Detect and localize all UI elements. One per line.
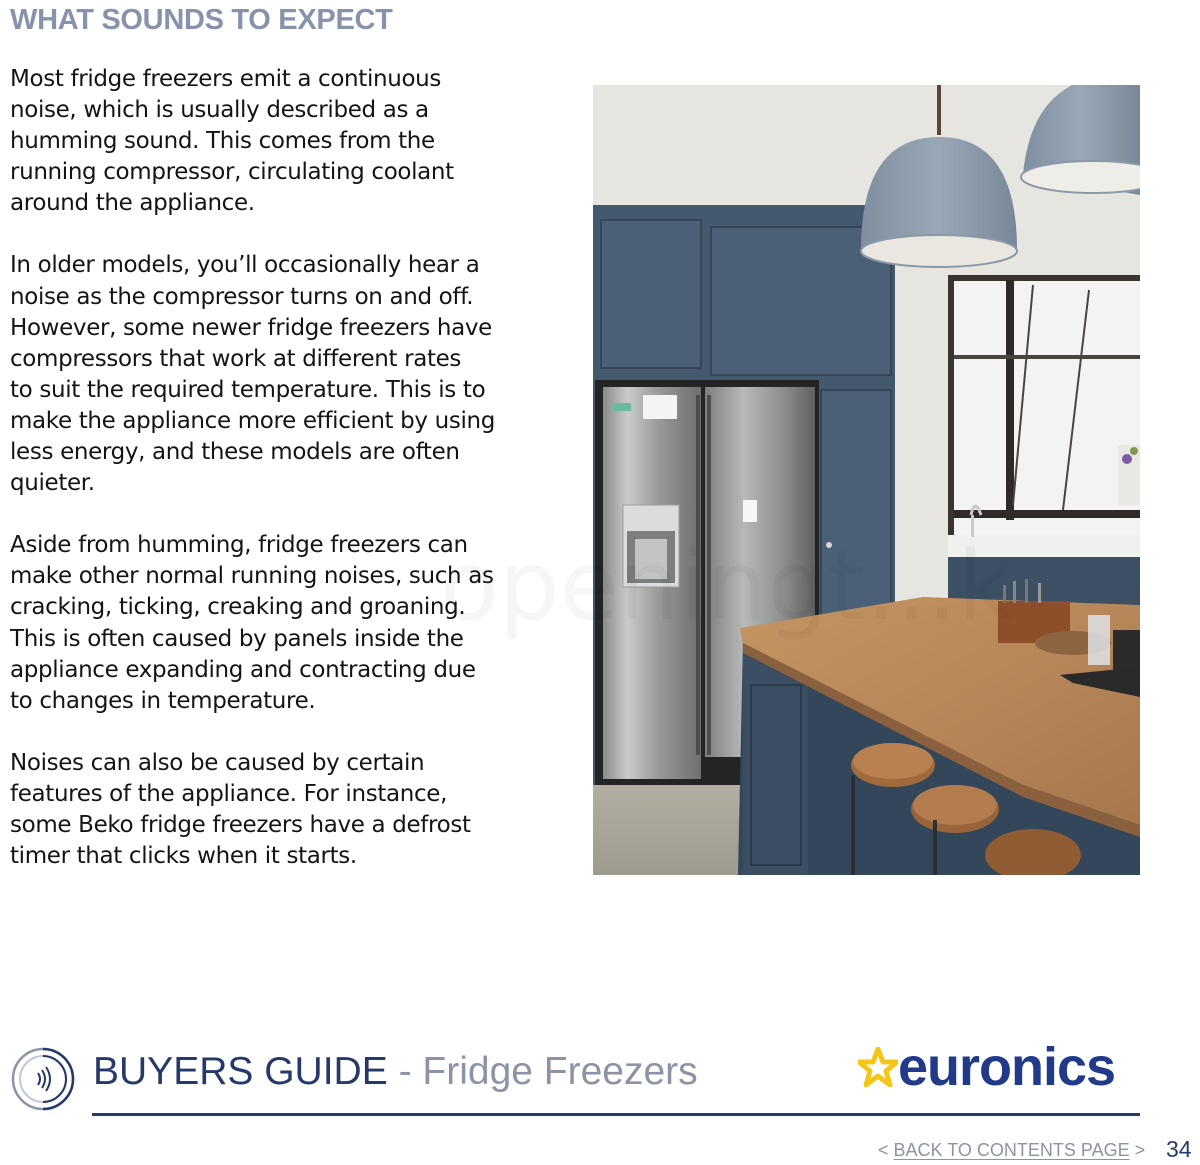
text-line: However, some newer fridge freezers have: [10, 314, 492, 341]
text-line: appliance expanding and contracting due: [10, 656, 476, 683]
kitchen-photo: [593, 85, 1140, 875]
back-to-contents-link[interactable]: [878, 1140, 1145, 1161]
text-line: humming sound. This comes from the: [10, 128, 435, 155]
paragraph-2: [10, 250, 570, 499]
text-line: around the appliance.: [10, 190, 255, 217]
page-number: 34: [1166, 1136, 1192, 1162]
text-line: to changes in temperature.: [10, 687, 316, 714]
guide-title-main: BUYERS GUIDE: [93, 1050, 388, 1093]
text-line: quieter.: [10, 470, 95, 497]
text-line: In older models, you’ll occasionally hear a: [10, 252, 480, 279]
paragraph-1: [10, 64, 570, 219]
text-line: timer that clicks when it starts.: [10, 843, 357, 870]
sound-waves-icon: [10, 1046, 76, 1112]
text-line: This is often caused by panels inside the: [10, 625, 464, 652]
paragraph-4: [10, 748, 570, 872]
text-line: make other normal running noises, such as: [10, 563, 494, 590]
text-line: features of the appliance. For instance,: [10, 780, 448, 807]
text-line: running compressor, circulating coolant: [10, 159, 454, 186]
text-line: Aside from humming, fridge freezers can: [10, 532, 468, 559]
text-line: less energy, and these models are often: [10, 439, 460, 466]
brand-name: euronics: [898, 1037, 1116, 1097]
body-text-column: [10, 64, 570, 903]
text-line: compressors that work at different rates: [10, 345, 462, 372]
text-line: to suit the required temperature. This is to: [10, 376, 486, 403]
guide-title-sub: Fridge Freezers: [422, 1050, 698, 1093]
text-line: Most fridge freezers emit a continuous: [10, 66, 442, 92]
guide-title: [93, 1050, 698, 1094]
guide-title-separator: -: [387, 1050, 423, 1093]
text-line: noise, which is usually described as a: [10, 97, 429, 124]
text-line: some Beko fridge freezers have a defrost: [10, 811, 471, 838]
text-line: make the appliance more efficient by using: [10, 407, 496, 434]
footer-divider: [92, 1113, 1140, 1116]
text-line: Noises can also be caused by certain: [10, 749, 425, 776]
chevron-right-icon: >: [1134, 1140, 1146, 1160]
chevron-left-icon: <: [878, 1140, 889, 1160]
section-heading: WHAT SOUNDS TO EXPECT: [10, 4, 393, 36]
star-icon: [858, 1047, 898, 1087]
paragraph-3: [10, 530, 570, 717]
text-line: noise as the compressor turns on and off.: [10, 283, 474, 310]
euronics-logo[interactable]: [858, 1038, 1115, 1096]
text-line: cracking, ticking, creaking and groaning.: [10, 594, 466, 621]
back-to-contents-label[interactable]: BACK TO CONTENTS PAGE: [893, 1140, 1130, 1160]
